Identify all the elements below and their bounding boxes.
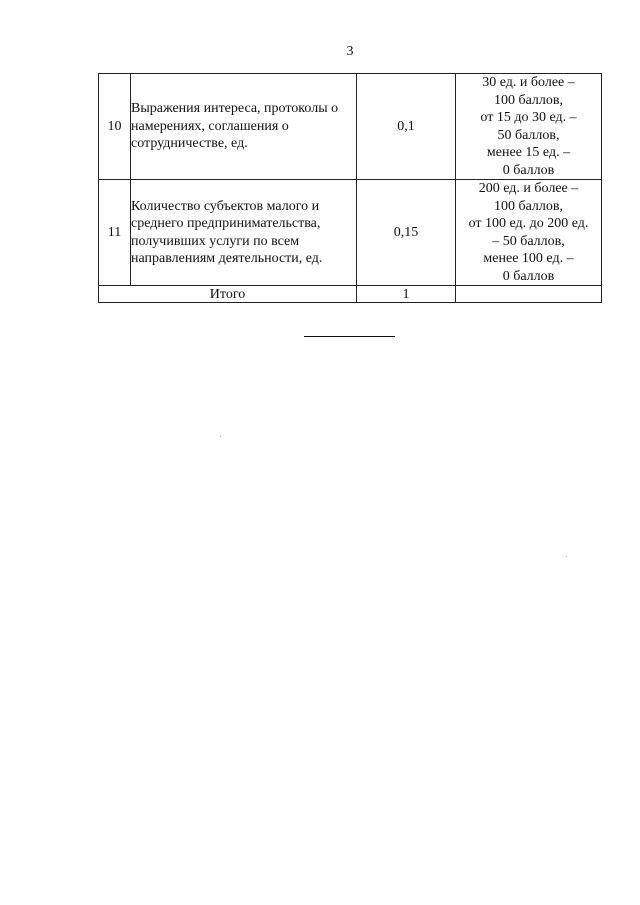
criterion-name: Выражения интереса, протоколы о намерениях, соглашения о сотрудничестве, ед. (131, 74, 357, 180)
criterion-name: Количество субъектов малого и среднего предпринимательства, получивших услуги по всем направлениям деятельности, ед. (131, 180, 357, 286)
scoring-line: 100 баллов, (493, 198, 564, 214)
page-number: 3 (346, 44, 354, 59)
scoring-line: 0 баллов (502, 268, 555, 284)
scoring-line: 30 ед. и более – (482, 75, 575, 90)
end-of-document-rule (304, 336, 395, 337)
scan-speck (220, 436, 221, 437)
total-weight: 1 (357, 286, 456, 303)
scan-speck (566, 556, 567, 557)
scoring-line: менее 100 ед. – (483, 251, 574, 266)
total-score (456, 286, 602, 303)
scoring-line: 0 баллов (502, 162, 555, 178)
criteria-table (98, 73, 602, 303)
scoring-line: 200 ед. и более – (478, 181, 579, 196)
total-label: Итого (99, 286, 357, 303)
criterion-weight: 0,15 (357, 180, 456, 286)
row-number: 10 (99, 74, 131, 180)
scoring-scale (456, 74, 602, 180)
table-row (99, 74, 602, 180)
scoring-line: менее 15 ед. – (486, 145, 571, 160)
scoring-line: от 100 ед. до 200 ед. (468, 216, 589, 231)
row-number: 11 (99, 180, 131, 286)
scoring-line: 50 баллов, (497, 127, 560, 143)
table-row (99, 180, 602, 286)
scoring-line: от 15 до 30 ед. – (480, 110, 577, 125)
scoring-line: 100 баллов, (493, 92, 564, 108)
total-row (99, 286, 602, 303)
criterion-weight: 0,1 (357, 74, 456, 180)
scoring-line: – 50 баллов, (492, 233, 565, 249)
scoring-scale (456, 180, 602, 286)
